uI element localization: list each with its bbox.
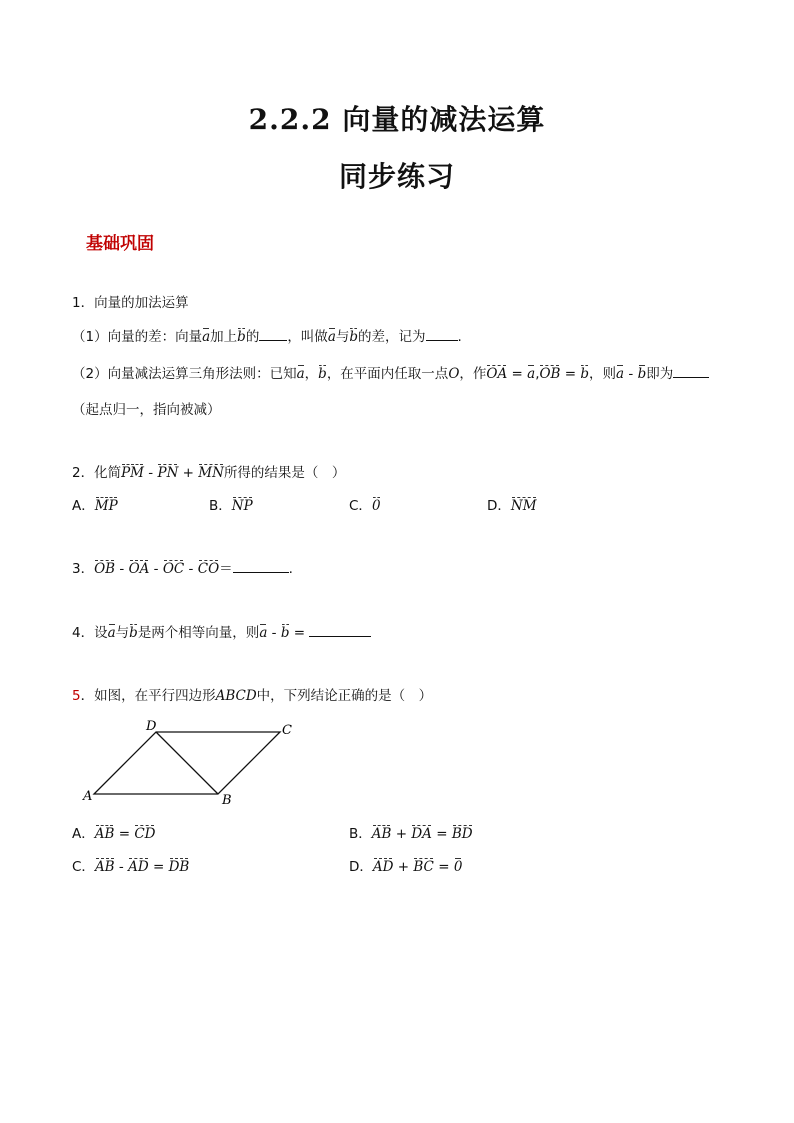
q1-intro: 1．向量的加法运算 [72, 295, 189, 311]
text: = [431, 826, 452, 842]
vector-pn: PN [157, 465, 179, 481]
vector-b: b [349, 329, 359, 345]
text: ＝ [219, 561, 233, 577]
vector-mp: MP [94, 498, 118, 514]
text: - [115, 561, 129, 577]
text: 的 [245, 329, 260, 345]
text: + [178, 465, 199, 481]
vector-a: a [259, 625, 268, 641]
q3-stem [72, 557, 293, 577]
option-label: D． [487, 498, 511, 514]
diagonal-db [156, 732, 218, 794]
text: 加上 [210, 329, 238, 345]
text: = [433, 859, 454, 875]
q2-option-b[interactable] [209, 494, 253, 514]
text: - [267, 625, 281, 641]
text: - [184, 561, 198, 577]
text: - [624, 366, 638, 382]
text: = [148, 859, 169, 875]
option-label: C． [349, 498, 372, 514]
vector-oa: OA [486, 366, 508, 382]
text: ，在平面内任取一点 [326, 366, 449, 382]
q2-option-d[interactable] [487, 494, 537, 514]
vector-nm: NM [510, 498, 537, 514]
text: ，则 [589, 366, 617, 382]
q5-stem [72, 684, 432, 704]
text: = [289, 625, 310, 641]
vector-a: a [202, 329, 211, 345]
point-o: O [448, 366, 460, 382]
q2-option-a[interactable] [72, 494, 118, 514]
page-subtitle: 同步练习 [338, 160, 455, 193]
text: 的差，记为 [358, 329, 426, 345]
text: 中，下列结论正确的是（ ） [256, 688, 433, 704]
text: , [535, 366, 540, 382]
section-heading: 基础巩固 [86, 234, 154, 254]
vector-ad: AD [128, 859, 149, 875]
parallelogram-figure [80, 716, 310, 808]
vector-a: a [616, 366, 625, 382]
vector-a: a [296, 366, 305, 382]
shape-name: ABCD [215, 688, 257, 704]
q1-note: （起点归一，指向被减） [72, 402, 221, 418]
text: ，作 [459, 366, 487, 382]
vector-co: CO [197, 561, 220, 577]
text: ， [304, 366, 319, 382]
option-label: C． [72, 859, 95, 875]
vector-b: b [580, 366, 590, 382]
vertex-a-label: A [83, 789, 93, 804]
vector-b: b [318, 366, 327, 382]
q2-stem [72, 461, 345, 481]
q2-option-c[interactable] [349, 494, 381, 514]
page-title: 2.2.2 向量的减法运算 [248, 103, 546, 136]
answer-blank[interactable] [309, 624, 371, 637]
text: 与 [335, 329, 350, 345]
vector-oa: OA [128, 561, 150, 577]
text: - [144, 465, 158, 481]
vector-ab: AB [371, 826, 392, 842]
text: - [149, 561, 163, 577]
text: = [507, 366, 528, 382]
q5-option-d[interactable] [349, 855, 462, 875]
vertex-c-label: C [282, 723, 292, 738]
vector-a: a [107, 625, 116, 641]
text: 4．设 [72, 625, 108, 641]
answer-blank[interactable] [673, 365, 709, 378]
vector-ab: AB [94, 859, 115, 875]
answer-blank[interactable] [233, 560, 289, 573]
option-label: A． [72, 498, 95, 514]
text: 2．化简 [72, 465, 122, 481]
q5-option-a[interactable] [72, 822, 155, 842]
vector-bc: BC [413, 859, 434, 875]
vertex-b-label: B [222, 793, 232, 808]
q1-part2 [72, 362, 709, 382]
option-label: B． [209, 498, 232, 514]
text: 是两个相等向量，则 [137, 625, 260, 641]
text: ，叫做 [287, 329, 328, 345]
vector-pm: PM [121, 465, 145, 481]
text: = [560, 366, 581, 382]
vector-ab: AB [94, 826, 115, 842]
vector-db: DB [168, 859, 190, 875]
answer-blank[interactable] [259, 328, 287, 341]
vector-da: DA [411, 826, 432, 842]
option-label: D． [349, 859, 373, 875]
text: + [393, 859, 414, 875]
vector-b: b [280, 625, 290, 641]
vector-a: a [527, 366, 536, 382]
text: . [288, 561, 293, 577]
option-label: B． [349, 826, 372, 842]
vector-np: NP [231, 498, 253, 514]
text: - [114, 859, 129, 875]
vector-mn: MN [198, 465, 224, 481]
text: ．如图，在平行四边形 [80, 688, 216, 704]
vector-b: b [129, 625, 138, 641]
text: 与 [115, 625, 130, 641]
question-number: 5 [72, 688, 81, 704]
vector-ob: OB [539, 366, 561, 382]
vector-cd: CD [134, 826, 156, 842]
text: . [457, 329, 462, 345]
text: （1）向量的差：向量 [72, 329, 203, 345]
q1-part1 [72, 325, 462, 345]
vector-oc: OC [162, 561, 185, 577]
text: = [114, 826, 135, 842]
vector-b: b [237, 329, 246, 345]
text: （2）向量减法运算三角形法则：已知 [72, 366, 297, 382]
q5-option-c[interactable] [72, 855, 189, 875]
text: 3． [72, 561, 95, 577]
q4-stem [72, 621, 371, 641]
vector-ob: OB [94, 561, 116, 577]
vector-ad: AD [372, 859, 394, 875]
q5-option-b[interactable] [349, 822, 473, 842]
vector-bd: BD [451, 826, 473, 842]
vector-b: b [637, 366, 647, 382]
text: 所得的结果是（ ） [223, 465, 346, 481]
vertex-d-label: D [146, 719, 157, 734]
option-label: A． [72, 826, 95, 842]
zero-vector: 0 [453, 859, 463, 875]
text: + [391, 826, 412, 842]
zero-vector: 0 [371, 498, 381, 514]
vector-a: a [327, 329, 336, 345]
answer-blank[interactable] [426, 328, 458, 341]
text: 即为 [646, 366, 674, 382]
